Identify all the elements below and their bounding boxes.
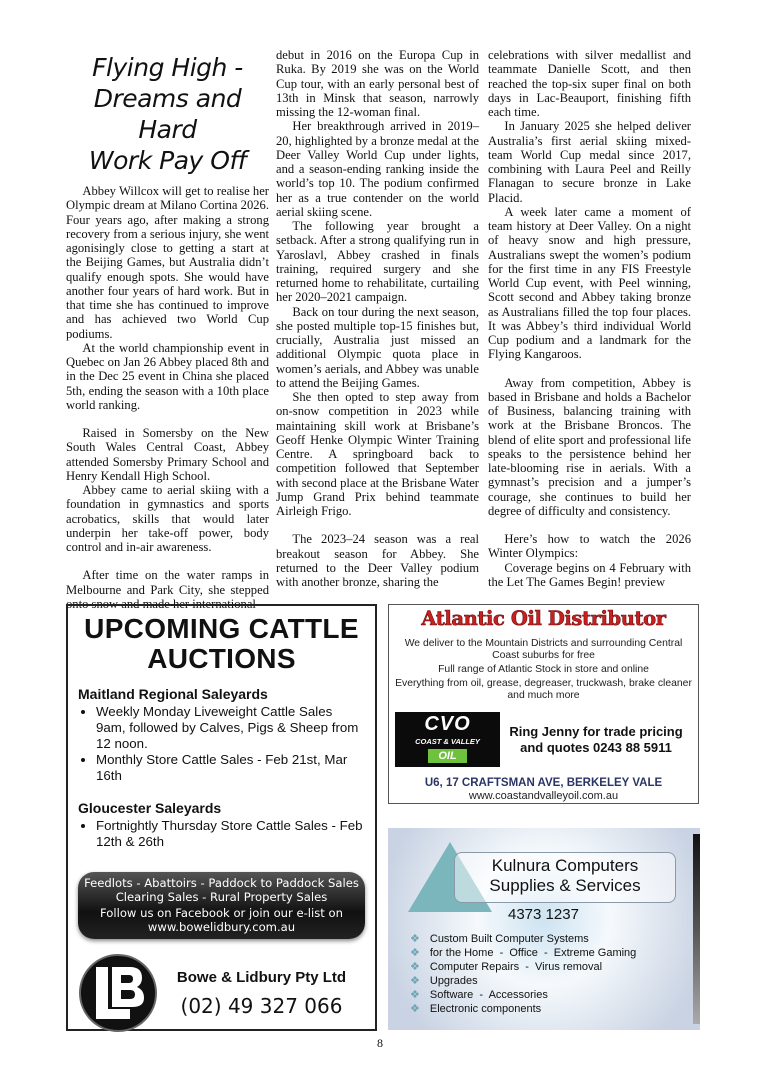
title-line: Flying High -: [92, 53, 243, 82]
list-item: [410, 974, 636, 988]
article-paragraph: Her breakthrough arrived in 2019–20, highlighted by a bronze medal at the Deer Valley World Cup under lights, and a season-ending ranking inside the world’s top 10. The podium confirmed her as a true contender on the world aerial skiing scene.: [276, 119, 479, 219]
article-paragraph: Away from competition, Abbey is based in Brisbane and holds a Bachelor of Business, balancing training with work at the Brisbane Broncos. The blend of elite sport and professional life speaks to the persistence behind her late-blooming rise in aerials. With a gymnast’s precision and a jumper’s courage, she continues to build her degree of difficulty and consistency.: [488, 375, 691, 518]
item-text: Electronic components: [429, 1003, 542, 1015]
gloucester-list: [78, 818, 365, 850]
article-section: [66, 184, 269, 412]
list-item: [410, 932, 636, 946]
edge-decoration: [693, 834, 700, 1024]
article-paragraph: Coverage begins on 4 February with the Let The Games Begin! preview: [488, 560, 691, 589]
oil-website[interactable]: www.coastandvalleyoil.com.au: [468, 790, 619, 802]
company-name: Bowe & Lidbury Pty Ltd: [176, 968, 347, 986]
banner-website[interactable]: www.bowelidbury.com.au: [147, 919, 296, 934]
name-line: Kulnura Computers: [491, 856, 639, 875]
article-paragraph: Here’s how to watch the 2026 Winter Olympics:: [488, 532, 691, 561]
article-paragraph: In January 2025 she helped deliver Australia’s first aerial skiing mixed-team World Cup medal since 2017, combining with Laura Peel and Reilly Flanagan to secure bronze in Lake Placid.: [488, 119, 691, 205]
gloucester-heading: Gloucester Saleyards: [78, 800, 222, 816]
banner-line: Clearing Sales - Rural Property Sales: [115, 889, 328, 904]
list-item: [410, 960, 636, 974]
article-column-2: [276, 48, 479, 603]
diamond-bullet-icon: ❖: [410, 933, 420, 945]
oil-title: Atlantic Oil Distributor: [421, 607, 666, 630]
diamond-bullet-icon: ❖: [410, 989, 420, 1001]
logo-text: CVO: [424, 713, 471, 735]
item-text: Computer Repairs - Virus removal: [429, 961, 603, 973]
name-line: Supplies & Services: [489, 876, 641, 895]
maitland-list: [78, 704, 365, 784]
computer-phone: 4373 1237: [508, 906, 579, 923]
diamond-bullet-icon: ❖: [410, 961, 420, 973]
company-phone: (02) 49 327 066: [180, 993, 343, 1018]
oil-line: Full range of Atlantic Stock in store and online: [438, 664, 649, 675]
oil-address: U6, 17 CRAFTSMAN AVE, BERKELEY VALE: [424, 777, 663, 789]
page-number: 8: [377, 1036, 383, 1050]
article-section: [488, 532, 691, 589]
article-paragraph: The 2023–24 season was a real breakout season for Abbey. She returned to the Deer Valley podium with another bronze, sharing the: [276, 532, 479, 589]
article-section: [66, 426, 269, 554]
banner-line: Follow us on Facebook or join our e-list on: [100, 906, 343, 920]
item-text: for the Home - Office - Extreme Gaming: [429, 947, 637, 959]
article-paragraph: Abbey came to aerial skiing with a foundation in gymnastics and sports acrobatics, skills that would later underpin her take-off power, body control and in-air awareness.: [66, 483, 269, 554]
article-paragraph: The following year brought a setback. After a strong qualifying run in Yaroslavl, Abbey crashed in finals training, required surgery and she returned home to rehabilitate, curtailing her 2020–2021 campaign.: [276, 219, 479, 305]
logo-text: OIL: [428, 749, 467, 763]
article-section: [276, 48, 479, 518]
list-item: • Fortnightly Thursday Store Cattle Sales - Feb 12th & 26th: [96, 818, 365, 850]
item-text: Software - Accessories: [429, 989, 548, 1001]
article-paragraph: Abbey Willcox will get to realise her Olympic dream at Milano Cortina 2026. Four years ago, after making a strong recovery from a serious injury, she went agonisingly close to getting a start at the Beijing Games, but Australia didn’t qualify enough spots. She would have another four years of hard work. But in that time she has continued to improve and has achieved two World Cup podiums.: [66, 184, 269, 341]
article-column-3: [488, 48, 691, 603]
article-paragraph: At the world championship event in Quebec on Jan 26 Abbey placed 8th and in the Dec 25 event in China she placed 5th, ending the season with a 10th place world ranking.: [66, 340, 269, 412]
lb-logo: [78, 953, 158, 1033]
article-section: [488, 48, 691, 362]
item-text: Upgrades: [429, 975, 478, 987]
services-banner: [78, 872, 365, 939]
article-title: [66, 52, 269, 176]
article-paragraph: Back on tour during the next season, she posted multiple top-15 finishes but, crucially, Australia just missed an additional Olympic quota place in women’s aerials, and Abbey was unable to attend the Beijing Games.: [276, 304, 479, 390]
ring-line: and quotes 0243 88 5911: [520, 739, 672, 755]
atlantic-oil-ad: [388, 604, 699, 804]
item-text: Custom Built Computer Systems: [429, 933, 589, 945]
oil-line: We deliver to the Mountain Districts and surrounding Central Coast suburbs for free: [404, 638, 683, 661]
logo-text: COAST & VALLEY: [415, 737, 480, 746]
article-paragraph: Raised in Somersby on the New South Wales Central Coast, Abbey attended Somersby Primary School and Henry Kendall High School.: [66, 426, 269, 483]
article-paragraph: After time on the water ramps in Melbourne and Park City, she stepped onto snow and made her international: [66, 568, 269, 611]
title-line: Dreams and Hard: [93, 84, 242, 144]
cvo-logo: [395, 712, 500, 767]
list-item: [410, 1002, 636, 1016]
heading-line: UPCOMING CATTLE: [84, 613, 359, 644]
banner-line: Feedlots - Abattoirs - Paddock to Paddock Sales: [84, 876, 359, 890]
company-name-box: [454, 852, 676, 903]
list-item: [410, 988, 636, 1002]
maitland-heading: Maitland Regional Saleyards: [78, 686, 268, 702]
article-section: [276, 532, 479, 589]
company-row: [78, 953, 365, 1033]
article-paragraph: debut in 2016 on the Europa Cup in Ruka. By 2019 she was on the World Cup tour, with an early personal best of 13th in Minsk that season, narrowly missing the 12-woman final.: [276, 48, 479, 119]
diamond-bullet-icon: ❖: [410, 975, 420, 987]
cattle-heading: [78, 614, 365, 674]
ring-line: Ring Jenny for trade pricing: [509, 723, 683, 739]
article-paragraph: A week later came a moment of team history at Deer Valley. On a night of heavy snow and high pressure, Australians swept the women’s podium for the first time in any FIS Freestyle World Cup event, with Peel winning, Scott second and Abbey taking bronze as Australians filled the top four places. It was Abbey’s third individual World Cup podium and a landmark for the Flying Kangaroos.: [488, 204, 691, 362]
oil-line: Everything from oil, grease, degreaser, truckwash, brake cleaner and much more: [395, 678, 692, 701]
title-line: Work Pay Off: [88, 146, 247, 175]
article-paragraph: She then opted to step away from on-snow competition in 2023 while maintaining skill work at Brisbane’s Geoff Henke Olympic Winter Training Centre. A springboard back to competition followed that September with second place at the Brisbane Water Jump Grand Prix behind teammate Airleigh Frigo.: [276, 390, 479, 518]
cattle-auctions-ad: [66, 604, 377, 1031]
article-column-1: [66, 48, 269, 625]
list-item: • Monthly Store Cattle Sales - Feb 21st, Mar 16th: [96, 752, 365, 784]
list-item: [410, 946, 636, 960]
kulnura-computers-ad: [388, 828, 700, 1030]
article-section: [488, 376, 691, 519]
list-item: • Weekly Monday Liveweight Cattle Sales 9am, followed by Calves, Pigs & Sheep from 12 noon.: [96, 704, 365, 752]
diamond-bullet-icon: ❖: [410, 947, 420, 959]
diamond-bullet-icon: ❖: [410, 1003, 420, 1015]
services-list: [410, 932, 636, 1016]
article-paragraph: celebrations with silver medallist and teammate Danielle Scott, and then reached the top-six super final on both days in Lac-Beauport, finishing fifth each time.: [488, 48, 691, 119]
heading-line: AUCTIONS: [147, 643, 296, 674]
